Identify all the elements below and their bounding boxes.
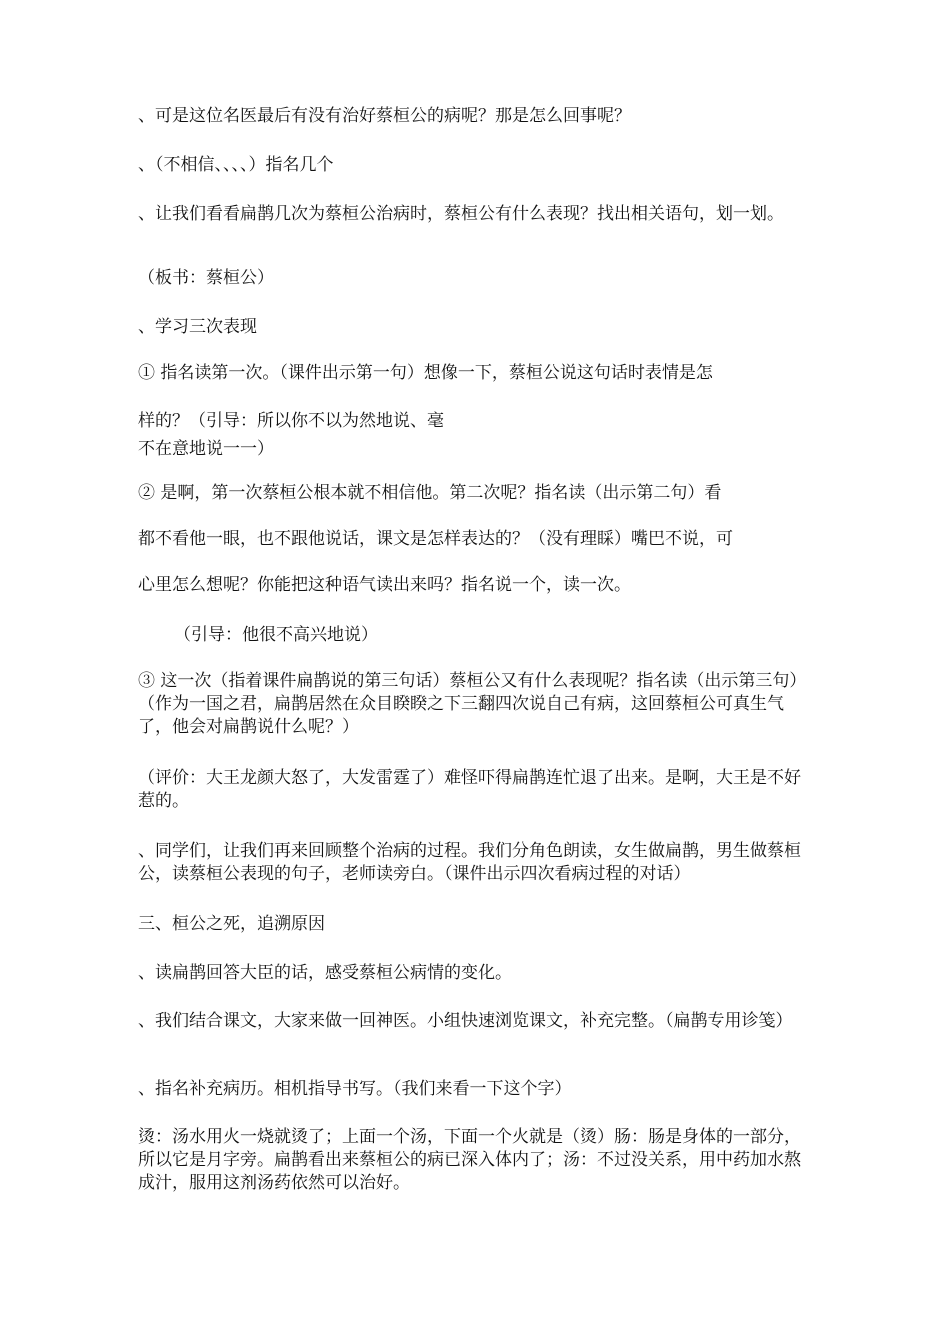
paragraph: 、指名补充病历。相机指导书写。（我们来看一下这个字） [138,1079,572,1099]
paragraph: ② 是啊，第一次蔡桓公根本就不相信他。第二次呢？指名读（出示第二句）看 [138,483,722,503]
paragraph: 都不看他一眼，也不跟他说话，课文是怎样表达的？（没有理睬）嘴巴不说，可 [138,529,733,549]
paragraph: ③ 这一次（指着课件扁鹊说的第三句话）蔡桓公又有什么表现呢？指名读（出示第三句）（作为一国之君，扁鹊居然在众目睽睽之下三翻四次说自己有病，这回蔡桓公可真生气了，他会对扁鹊说什么呢？） [138,671,807,737]
paragraph: 烫：汤水用火一烧就烫了；上面一个汤，下面一个火就是（烫）肠：肠是身体的一部分，所以它是月字旁。扁鹊看出来蔡桓公的病已深入体内了；汤：不过没关系，用中药加水熬成汁，服用这剂汤药依然可以治好。 [138,1127,801,1193]
paragraph: 、（不相信、、、、）指名几个 [138,155,334,175]
paragraph: 样的？（引导：所以你不以为然地说、毫 [138,411,444,431]
paragraph: （引导：他很不高兴地说） [174,625,378,645]
section-heading: 三、桓公之死，追溯原因 [138,914,325,934]
paragraph: 、学习三次表现 [138,317,257,337]
paragraph: 、可是这位名医最后有没有治好蔡桓公的病呢？那是怎么回事呢？ [138,106,631,126]
paragraph: 、同学们，让我们再来回顾整个治病的过程。我们分角色朗读，女生做扁鹊，男生做蔡桓公，读蔡桓公表现的句子，老师读旁白。（课件出示四次看病过程的对话） [138,841,801,884]
paragraph: ① 指名读第一次。（课件出示第一句）想像一下，蔡桓公说这句话时表情是怎 [138,363,713,383]
paragraph: 心里怎么想呢？你能把这种语气读出来吗？指名说一个，读一次。 [138,575,631,595]
paragraph: 、我们结合课文，大家来做一回神医。小组快速浏览课文，补充完整。（扁鹊专用诊笺） [138,1011,793,1031]
paragraph: 、让我们看看扁鹊几次为蔡桓公治病时，蔡桓公有什么表现？找出相关语句，划一划。 [138,204,784,224]
paragraph: 不在意地说一一） [138,439,274,459]
paragraph: （评价：大王龙颜大怒了，大发雷霆了）难怪吓得扁鹊连忙退了出来。是啊，大王是不好惹的。 [138,768,801,811]
paragraph: （板书：蔡桓公） [138,268,274,288]
paragraph: 、读扁鹊回答大臣的话，感受蔡桓公病情的变化。 [138,963,512,983]
